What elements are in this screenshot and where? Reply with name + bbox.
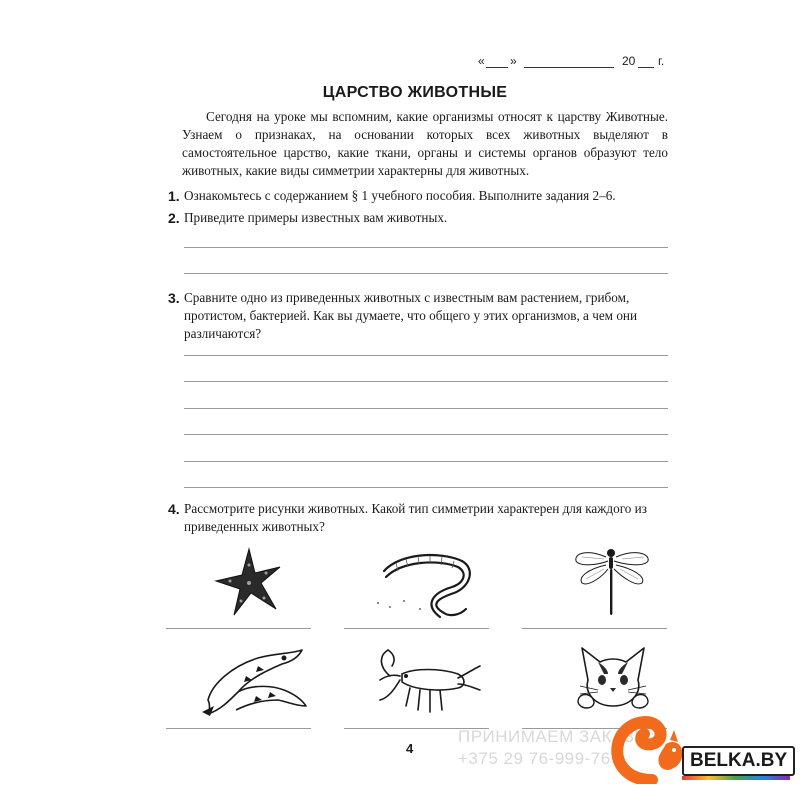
- dragonfly-icon: [558, 543, 668, 623]
- year-prefix: 20: [622, 54, 636, 68]
- task-text: Сравните одно из приведенных животных с известным вам растением, грибом, протистом, бактерией. Как вы думаете, что общего у этих организмов, а чем они различаются?: [184, 290, 638, 341]
- day-blank: [486, 67, 508, 68]
- workbook-page: [158, 0, 672, 800]
- kitten-icon: [558, 640, 668, 720]
- answer-line[interactable]: [522, 628, 667, 629]
- date-open-quote: «: [478, 54, 485, 68]
- page-number: 4: [406, 741, 414, 756]
- belka-logo[interactable]: [608, 714, 788, 784]
- task-number: 1.: [168, 188, 180, 204]
- answer-line[interactable]: [184, 408, 668, 409]
- answer-line[interactable]: [184, 273, 668, 274]
- answer-line[interactable]: [184, 434, 668, 435]
- task-2: [168, 209, 668, 227]
- date-close-quote: »: [510, 54, 517, 68]
- task-1: [168, 187, 668, 205]
- crayfish-icon: [370, 640, 488, 720]
- task-3: [168, 289, 668, 343]
- page-title: ЦАРСТВО ЖИВОТНЫЕ: [322, 84, 508, 101]
- logo-text: BELKA.BY: [682, 746, 795, 776]
- answer-line[interactable]: [184, 381, 668, 382]
- year-suffix: г.: [658, 54, 665, 68]
- task-text: Рассмотрите рисунки животных. Какой тип симметрии характерен для каждого из приведенных животных?: [184, 501, 647, 534]
- answer-line[interactable]: [184, 461, 668, 462]
- task-text: Ознакомьтесь с содержанием § 1 учебного пособия. Выполните задания 2–6.: [184, 188, 616, 203]
- task-number: 2.: [168, 210, 180, 226]
- task-number: 4.: [168, 501, 180, 517]
- intro-paragraph: Сегодня на уроке мы вспомним, какие организмы относят к царству Животные. Узнаем о признаках, на основании которых всех животных выделяют в самостоятельное царство, какие ткани, органы и системы органов образуют тело животных, какие виды симметрии характерны для животных.: [182, 109, 668, 178]
- year-blank: [638, 67, 654, 68]
- answer-line[interactable]: [344, 628, 489, 629]
- watermark-line-1: ПРИНИМАЕМ ЗАКАЗЫ:: [458, 727, 656, 746]
- answer-line[interactable]: [166, 728, 311, 729]
- task-text: Приведите примеры известных вам животных.: [184, 210, 448, 225]
- month-blank: [524, 67, 614, 68]
- answer-line[interactable]: [166, 628, 311, 629]
- pike-fish-icon: [198, 640, 316, 720]
- answer-line[interactable]: [184, 487, 668, 488]
- answer-line[interactable]: [184, 355, 668, 356]
- earthworm-icon: [370, 543, 488, 623]
- watermark-line-2: +375 29 76-999-76: [458, 749, 611, 768]
- task-4: [168, 500, 668, 536]
- answer-line[interactable]: [184, 247, 668, 248]
- starfish-icon: [194, 543, 304, 623]
- date-line: [478, 54, 668, 72]
- logo-stripe: [682, 776, 790, 780]
- task-number: 3.: [168, 290, 180, 306]
